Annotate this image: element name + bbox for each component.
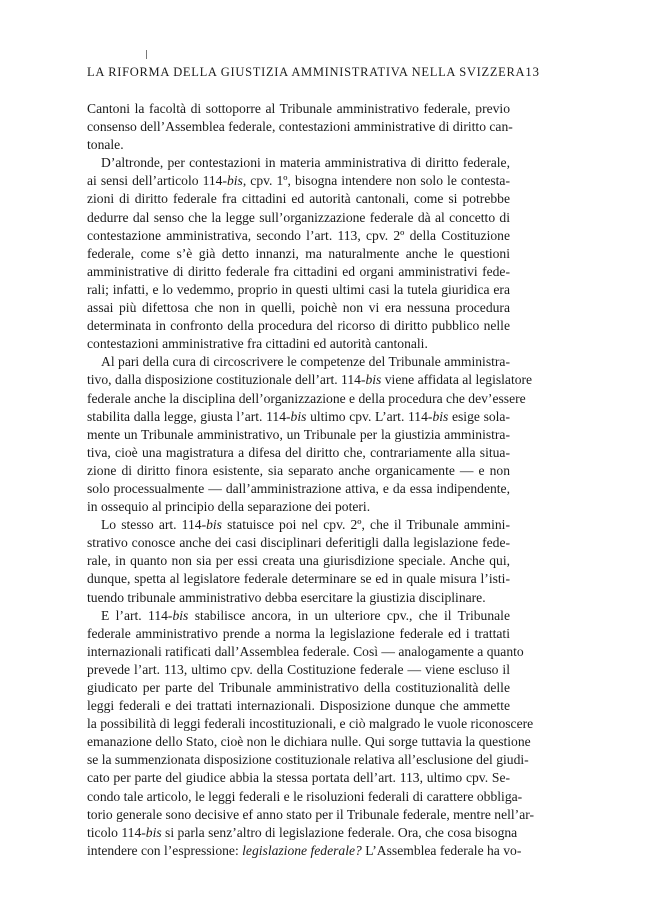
- header-title: LA RIFORMA DELLA GIUSTIZIA AMMINISTRATIVA NELLA SVIZZERA: [87, 65, 526, 79]
- text-line: rale, in quanto non sia per essi creata una giurisdizione speciale. Anche qui,: [87, 553, 510, 569]
- text-line: tonale.: [87, 137, 124, 153]
- page-number: 13: [525, 64, 540, 79]
- text-line: tiva, cioè una magistratura a difesa del diritto che, contrariamente alla situa-: [87, 444, 510, 460]
- text-line: ai sensi dell’articolo 114-bis, cpv. 1º, bisogna intendere non solo le contesta-: [87, 173, 510, 189]
- text-line: ticolo 114-bis si parla senz’altro di legislazione federale. Ora, che cosa bisogna: [87, 824, 518, 840]
- text-line: intendere con l’espressione: legislazione federale? L’Assemblea federale ha vo-: [87, 842, 522, 858]
- paragraph: [87, 516, 510, 606]
- body-text: [87, 100, 535, 860]
- text-line: Cantoni la facoltà di sottoporre al Tribunale amministrativo federale, previo: [87, 101, 510, 116]
- text-line: federale amministrativo prende a norma la legislazione federale ed i trattati: [87, 625, 510, 641]
- text-line: strativo conosce anche dei casi disciplinari deferitigli dalla legislazione fede-: [87, 535, 510, 551]
- text-line: se la summenzionata disposizione costituzionale relativa all’esclusione del giudi-: [87, 752, 529, 768]
- text-line: D’altronde, per contestazioni in materia amministrativa di diritto federale,: [101, 155, 510, 171]
- text-line: giudicato per parte del Tribunale amministrativo della costituzionalità delle: [87, 680, 510, 695]
- text-line: consenso dell’Assemblea federale, contestazioni amministrative di diritto can-: [87, 119, 513, 135]
- text-line: federale anche la disciplina dell’organizzazione e della procedura che dev’essere: [87, 390, 526, 406]
- text-line: E l’art. 114-bis stabilisce ancora, in un ulteriore cpv., che il Tribunale: [101, 607, 510, 623]
- text-line: emanazione dello Stato, cioè non le dichiara nulle. Qui sorge tuttavia la questione: [87, 734, 531, 750]
- text-line: prevede l’art. 113, ultimo cpv. della Costituzione federale — viene escluso il: [87, 661, 510, 677]
- text-line: mente un Tribunale amministrativo, un Tribunale per la giustizia amministra-: [87, 426, 510, 442]
- scan-mark: [146, 50, 147, 59]
- text-line: determinata in confronto della procedura del ricorso di diritto pubblico nelle: [87, 318, 510, 334]
- text-line: contestazioni amministrative fra cittadini ed autorità cantonali.: [87, 336, 428, 352]
- text-line: in ossequio al principio della separazione dei poteri.: [87, 499, 371, 515]
- paragraph: [87, 607, 535, 860]
- text-line: dunque, spetta al legislatore federale determinare se ed in quale misura l’isti-: [87, 571, 510, 587]
- text-line: zione di diritto finora esistente, sia separato anche organicamente — e non: [87, 462, 510, 478]
- paragraph: [87, 100, 513, 154]
- paragraph: [87, 353, 533, 516]
- text-line: federale, come s’è già detto innanzi, ma naturalmente anche le questioni: [87, 245, 510, 261]
- text-line: cato per parte del giudice abbia la stessa portata dell’art. 113, ultimo cpv. Se-: [87, 770, 510, 786]
- paragraph: [87, 154, 510, 353]
- text-line: internazionali ratificati dall’Assemblea federale. Così — analogamente a quanto: [87, 643, 524, 659]
- text-line: rali; infatti, e lo vedemmo, proprio in questi ultimi casi la tutela giuridica era: [87, 281, 510, 297]
- text-line: tivo, dalla disposizione costituzionale dell’art. 114-bis viene affidata al legislatore: [87, 372, 533, 388]
- text-line: la possibilità di leggi federali incostituzionali, e ciò malgrado le vuole riconoscere: [87, 716, 534, 732]
- text-line: solo processualmente — dall’amministrazione attiva, e da essa indipendente,: [87, 480, 510, 496]
- text-line: leggi federali e dei trattati internazionali. Disposizione dunque che ammette: [87, 698, 510, 714]
- text-line: zioni di diritto federale fra cittadini ed autorità cantonali, come si potrebbe: [87, 191, 510, 207]
- text-line: contestazione amministrativa, secondo l’art. 113, cpv. 2º della Costituzione: [87, 227, 510, 243]
- text-line: assai più difettosa che non in quelli, poichè non vi era nessuna procedura: [87, 300, 510, 316]
- text-line: tuendo tribunale amministrativo debba esercitare la giustizia disciplinare.: [87, 589, 486, 605]
- running-header: [87, 64, 540, 80]
- text-line: torio generale sono decisive ef anno stato per il Tribunale federale, mentre nell’ar-: [87, 806, 535, 822]
- text-line: Lo stesso art. 114-bis statuisce poi nel cpv. 2º, che il Tribunale ammini-: [101, 517, 510, 533]
- text-line: stabilita dalla legge, giusta l’art. 114-bis ultimo cpv. L’art. 114-bis esige sola-: [87, 408, 510, 424]
- text-line: Al pari della cura di circoscrivere le competenze del Tribunale amministra-: [101, 354, 510, 370]
- text-line: condo tale articolo, le leggi federali e le risoluzioni federali di carattere obbliga-: [87, 788, 523, 804]
- text-line: amministrative di diritto federale fra cittadini ed organi amministrativi fede-: [87, 263, 510, 279]
- text-line: dedurre dal senso che la legge sull’organizzazione federale dà al concetto di: [87, 209, 510, 225]
